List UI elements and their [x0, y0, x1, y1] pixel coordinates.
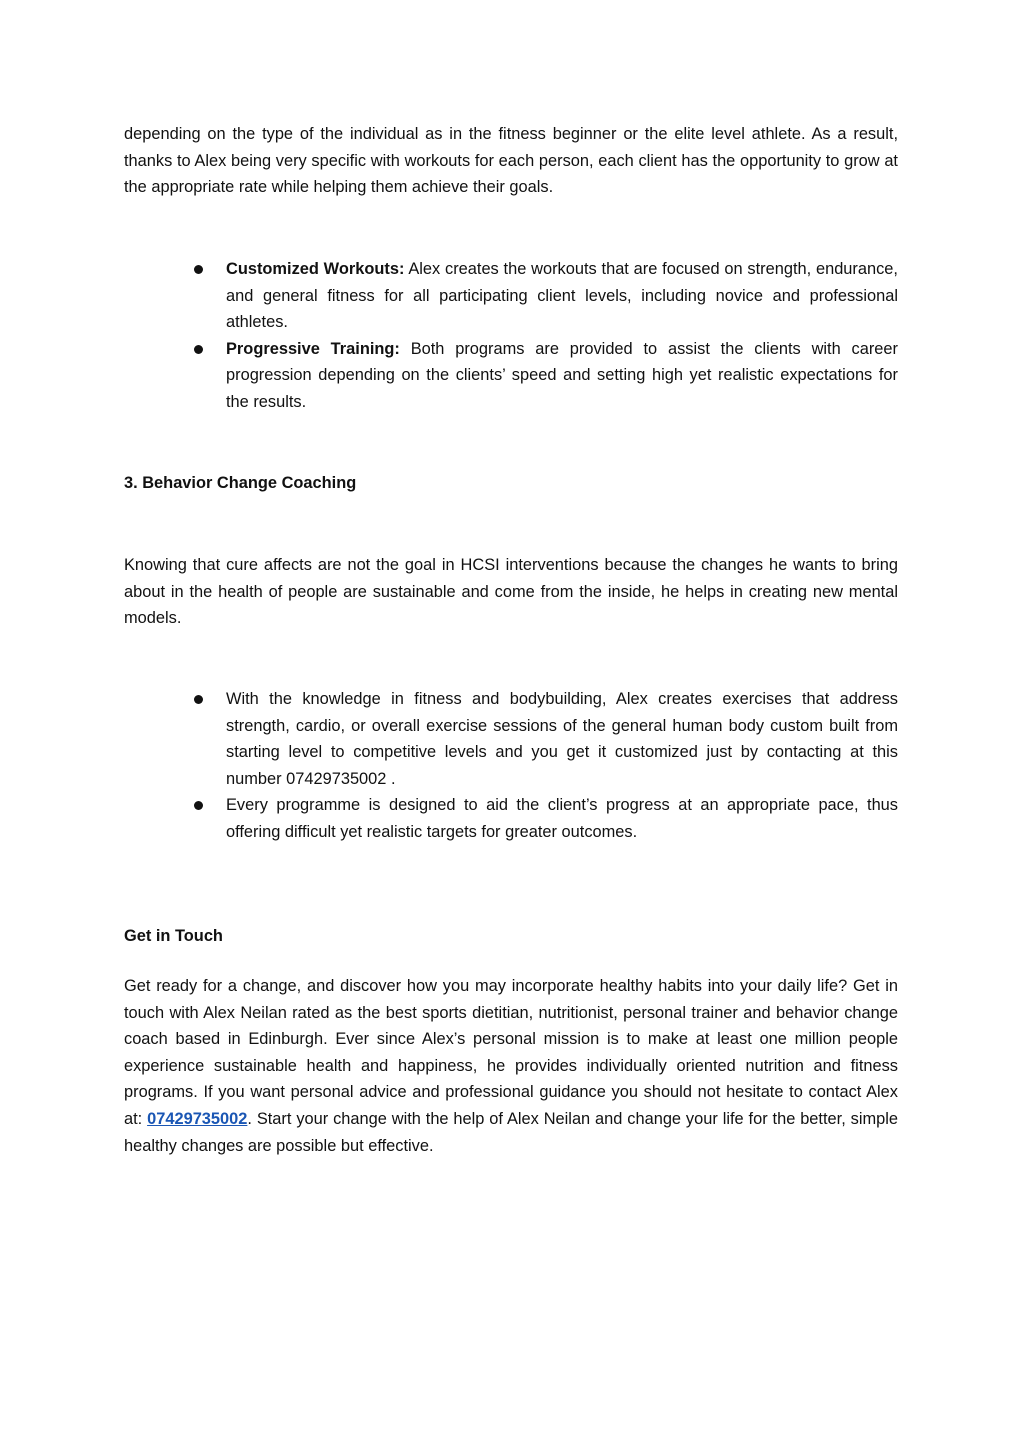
list-item: [194, 256, 898, 336]
list-item-text: With the knowledge in fitness and bodybuilding, Alex creates exercises that address strength, cardio, or overall exercise sessions of the general human body custom built from starting level to competitive levels and you get it customized just by contacting at this number 07429735002 .: [226, 690, 898, 788]
list-item-text: Both programs are provided to assist the clients with career progression depending on the clients’ speed and setting high yet realistic expectations for the results.: [226, 339, 898, 411]
bullet-icon: [194, 265, 203, 274]
bullet-icon: [194, 345, 203, 354]
contact-text-before: Get ready for a change, and discover how you may incorporate healthy habits into your daily life? Get in touch with Alex Neilan rated as the best sports dietitian, nutritionist, personal trainer and behavior change coach based in Edinburgh. Ever since Alex’s personal mission is to make at least one million people experience sustainable health and happiness, he provides individually oriented nutrition and fitness programs. If you want personal advice and professional guidance you should not hesitate to contact Alex at:: [124, 977, 898, 1128]
intro-paragraph: depending on the type of the individual as in the fitness beginner or the elite level athlete. As a result, thanks to Alex being very specific with workouts for each person, each client has the opportunity to grow at the appropriate rate while helping them achieve their goals.: [124, 125, 898, 197]
list-item: [194, 686, 898, 792]
feature-list: [194, 256, 898, 416]
bullet-icon: [194, 801, 203, 810]
list-item: [194, 336, 898, 416]
bullet-icon: [194, 695, 203, 704]
list-item-text: Alex creates the workouts that are focused on strength, endurance, and general fitness for all participating client levels, including novice and professional athletes.: [226, 260, 898, 332]
list-item-lead: Customized Workouts:: [226, 260, 405, 278]
section-heading: 3. Behavior Change Coaching: [124, 474, 357, 492]
list-item-text: Every programme is designed to aid the client’s progress at an appropriate pace, thus offering difficult yet realistic targets for greater outcomes.: [226, 796, 898, 841]
list-item-lead: Progressive Training:: [226, 339, 400, 358]
list-item: [194, 792, 898, 845]
contact-paragraph: [124, 973, 898, 1159]
phone-link[interactable]: 07429735002: [147, 1109, 248, 1128]
coaching-list: [194, 686, 898, 846]
contact-heading: Get in Touch: [124, 927, 223, 945]
section-paragraph: Knowing that cure affects are not the goal in HCSI interventions because the changes he wants to bring about in the health of people are sustainable and come from the inside, he helps in creating new mental models.: [124, 556, 898, 628]
contact-text-after: . Start your change with the help of Alex Neilan and change your life for the better, simple healthy changes are possible but effective.: [124, 1109, 899, 1155]
